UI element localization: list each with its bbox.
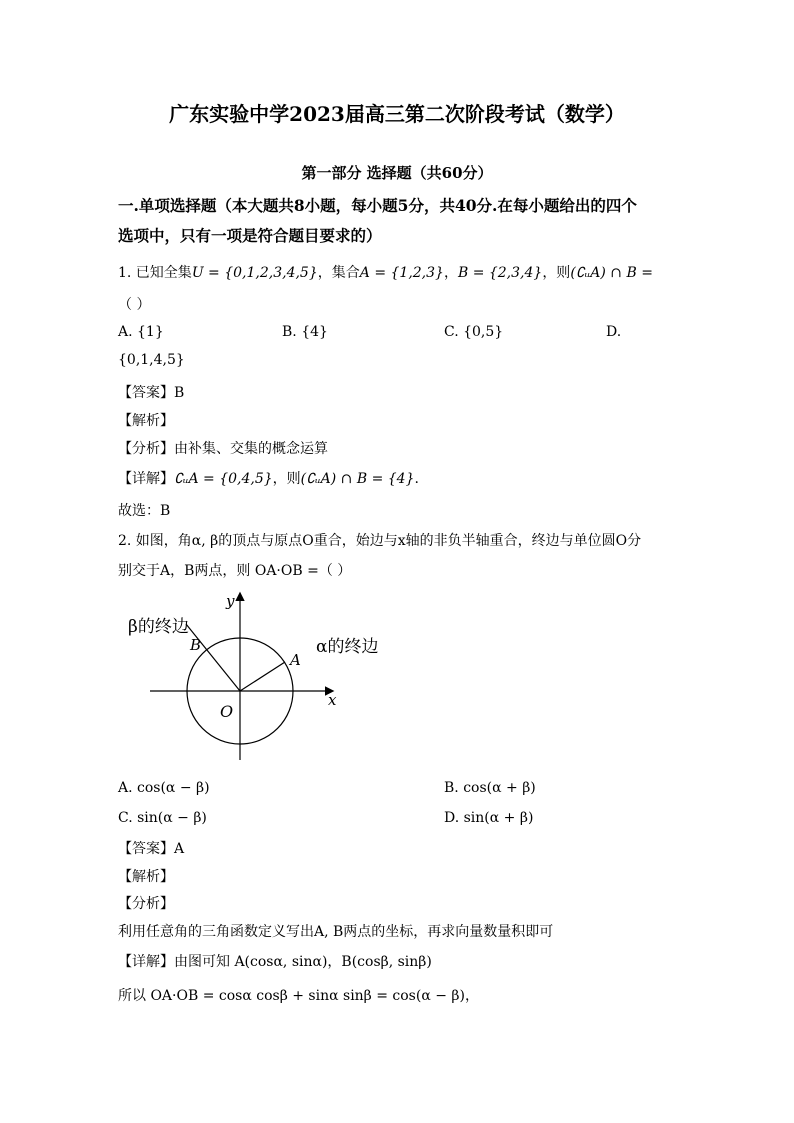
q1-detail: [118, 468, 419, 488]
q1-separator: ，: [443, 265, 458, 281]
q2-fenxi: 【分析】: [118, 896, 174, 912]
alpha-terminal-label: α的终边: [316, 637, 379, 657]
q1-answer-paren: （ ）: [118, 297, 151, 313]
section-heading-line2: 选项中，只有一项是符合题目要求的）: [118, 226, 382, 245]
q1-detail-expr2: (∁ᵤA) ∩ B = {4}: [300, 471, 415, 487]
y-axis-label: y: [226, 592, 235, 610]
q2-jiexi: 【解析】: [118, 869, 174, 885]
q2-option-d: D. sin(α + β): [444, 810, 534, 826]
q1-stem: [118, 262, 653, 282]
q1-stem-text: 1. 已知全集: [118, 265, 192, 281]
q1-fenxi: 【分析】由补集、交集的概念运算: [118, 441, 328, 457]
q1-option-b: B. {4}: [282, 324, 328, 340]
page-title: 广东实验中学2023届高三第二次阶段考试（数学）: [169, 102, 625, 126]
q2-option-b: B. cos(α + β): [444, 780, 536, 796]
point-b-label: B: [190, 636, 202, 654]
q2-fenxi-text: 利用任意角的三角函数定义写出A, B两点的坐标，再求向量数量积即可: [118, 924, 554, 940]
q1-detail-text: ，则: [272, 471, 301, 487]
q1-answer: 【答案】B: [118, 385, 185, 401]
q1-choose: 故选：B: [118, 503, 171, 519]
q1-jiexi: 【解析】: [118, 413, 174, 429]
q1-set-a: A = {1,2,3}: [359, 265, 444, 281]
q2-option-a: A. cos(α − β): [118, 780, 210, 796]
q2-option-c: C. sin(α − β): [118, 810, 207, 826]
q2-stem-line2: 别交于A，B两点，则 OA·OB =（ ）: [118, 563, 352, 579]
q2-stem-line1: 2. 如图，角α, β的顶点与原点O重合，始边与x轴的非负半轴重合，终边与单位圆O分: [118, 533, 642, 549]
q1-option-c: C. {0,5}: [444, 324, 504, 340]
q1-option-d-value: {0,1,4,5}: [118, 352, 185, 368]
origin-label: O: [220, 702, 234, 721]
q1-set-b: B = {2,3,4}: [457, 265, 543, 281]
alpha-terminal-side: [240, 662, 285, 691]
q1-option-a: A. {1}: [118, 324, 164, 340]
q2-detail-2: 所以 OA·OB = cosα cosβ + sinα sinβ = cos(α − β)，: [118, 988, 479, 1004]
q1-stem-text-2: ，集合: [317, 265, 360, 281]
q1-detail-label: 【详解】: [118, 471, 174, 487]
beta-terminal-side: [186, 624, 240, 691]
q1-detail-end: .: [414, 471, 419, 487]
x-axis-label: x: [328, 691, 337, 709]
point-a-label: A: [290, 651, 301, 669]
q1-option-d: D.: [606, 324, 622, 340]
unit-circle-figure: [120, 588, 400, 763]
q1-target-expression: (∁ᵤA) ∩ B =: [570, 265, 653, 281]
q1-detail-expr1: ∁ᵤA = {0,4,5}: [174, 471, 273, 487]
q1-universal-set: U = {0,1,2,3,4,5}: [191, 265, 318, 281]
section-heading-line1: 一.单项选择题（本大题共8小题，每小题5分，共40分.在每小题给出的四个: [118, 196, 637, 215]
q2-answer: 【答案】A: [118, 841, 185, 857]
part-heading: 第一部分 选择题（共60分）: [301, 164, 493, 182]
beta-terminal-label: β的终边: [128, 617, 189, 637]
q1-stem-text-3: ，则: [542, 265, 571, 281]
q2-detail: 【详解】由图可知 A(cosα, sinα)，B(cosβ, sinβ): [118, 954, 432, 970]
